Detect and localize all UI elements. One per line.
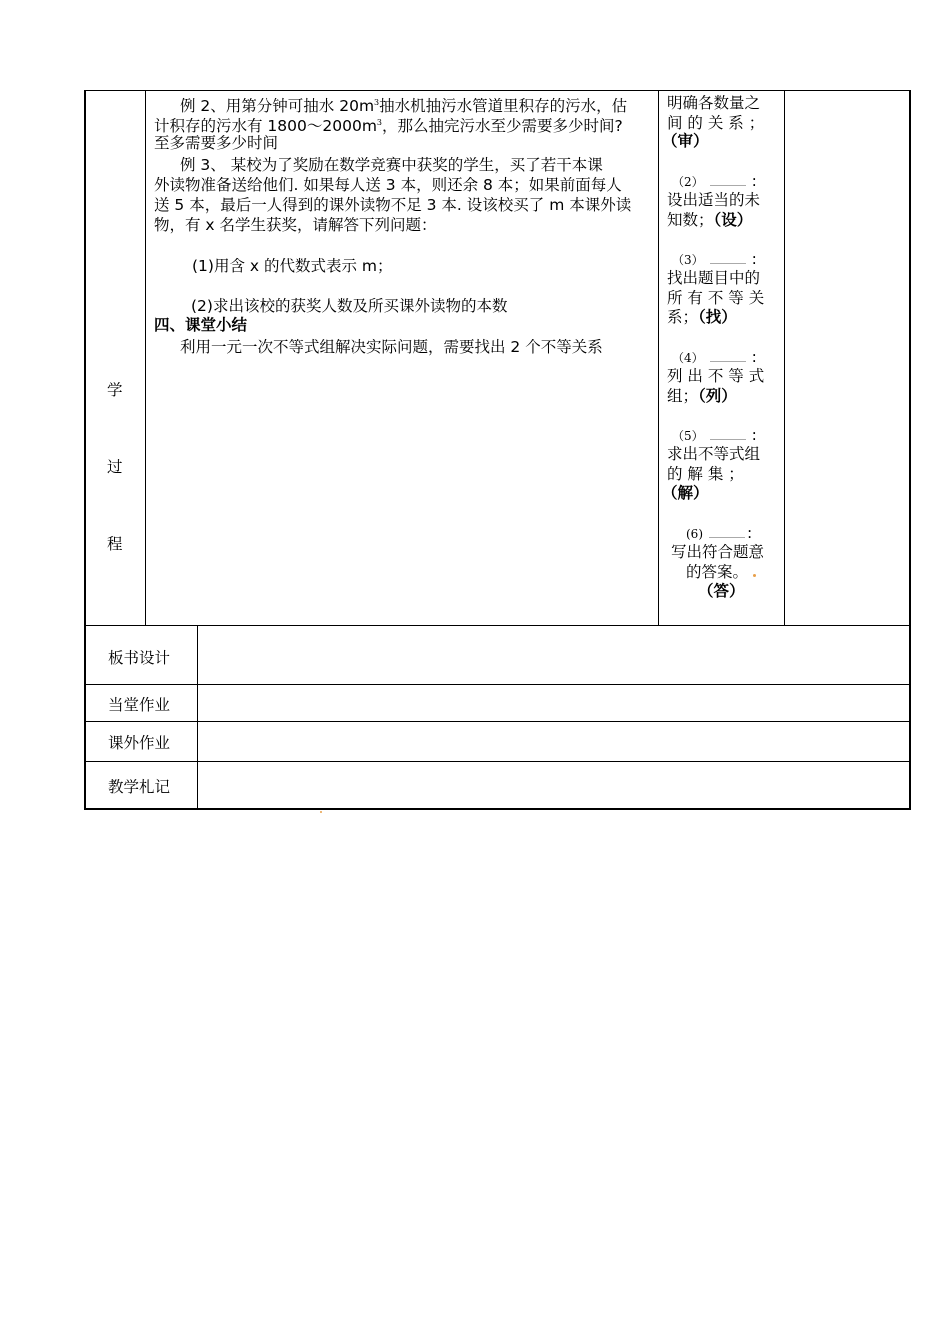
col-divider-3 [784, 90, 785, 626]
note-step5-line1: 求出不等式组 [667, 445, 761, 463]
note-step1-line2: 间 的 关 系 ； [667, 114, 765, 132]
example3-line1: 例 3、 某校为了奖励在数学竞赛中获奖的学生，买了若干本课 [180, 156, 603, 174]
decorative-dot-bottom [320, 811, 322, 813]
note-step2-line1: 设出适当的未 [667, 191, 761, 209]
example3-line4: 物，有 x 名学生获奖，请解答下列问题： [154, 216, 437, 234]
row-label-teaching-notes: 教学札记 [108, 778, 171, 796]
note-step3-line1: 找出题目中的 [667, 269, 761, 287]
note-step3-keyword: （找） [698, 308, 737, 326]
row-label-board-design: 板书设计 [108, 649, 171, 667]
note-step5-head: （5） : [672, 426, 757, 444]
note-step1-line1: 明确各数量之 [667, 94, 761, 112]
question-2: (2)求出该校的获奖人数及所买课外读物的本数 [191, 297, 508, 315]
section-4-title: 四、课堂小结 [154, 316, 248, 334]
example2-line2: 计积存的污水有 $1800\sim 2000m^3$，那么抽完污水至少需要多少时间? [154, 117, 623, 136]
row-label-extra-homework: 课外作业 [108, 734, 171, 752]
teaching-notes-cell[interactable] [198, 762, 909, 808]
question-1: (1)用含 x 的代数式表示 m； [192, 257, 393, 275]
note-step4-line1: 列 出 不 等 式 [667, 367, 765, 385]
board-design-cell[interactable] [198, 626, 909, 684]
note-step1-keyword: （审） [662, 132, 709, 150]
table-top-border [84, 90, 911, 91]
class-homework-cell[interactable] [198, 685, 909, 721]
note-step5-keyword: （解） [662, 484, 709, 502]
summary-text: 利用一元一次不等式组解决实际问题，需要找出 2 个不等关系 [180, 338, 603, 356]
note-step3-line3: 系；（找） [667, 308, 737, 326]
example2-line3: 至多需要多少时间 [154, 134, 279, 152]
col-divider-1 [145, 90, 146, 626]
note-step6-keyword: （答） [698, 582, 745, 600]
note-step3-line2: 所 有 不 等 关 [667, 289, 765, 307]
note-step6-head: (6) : [686, 524, 753, 542]
note-step4-keyword: （列） [698, 387, 737, 405]
left-label-char-2: 过 [107, 458, 123, 476]
table-right-border [909, 90, 911, 810]
note-step5-line2: 的 解 集 ； [667, 465, 744, 483]
note-step6-line1: 写出符合题意 [671, 543, 765, 561]
left-label-char-1: 学 [107, 381, 123, 399]
example2-line1: 例 2、用第分钟可抽水 $20m^3$抽水机抽污水管道里积存的污水，估 [180, 97, 628, 116]
left-label-char-3: 程 [107, 535, 123, 553]
note-step3-head: （3） : [672, 250, 757, 268]
extra-homework-cell[interactable] [198, 722, 909, 761]
note-step4-line2: 组；（列） [667, 387, 737, 405]
example3-line3: 送 5 本，最后一人得到的课外读物不足 3 本. 设该校买了 m 本课外读 [154, 196, 632, 214]
table-left-border [84, 90, 86, 810]
table-bottom-border [84, 808, 911, 810]
note-step4-head: （4） : [672, 348, 757, 366]
example3-line2: 外读物准备送给他们. 如果每人送 3 本，则还余 8 本；如果前面每人 [154, 176, 622, 194]
col-divider-2 [658, 90, 659, 626]
note-step2-keyword: （设） [713, 211, 753, 229]
row-label-class-homework: 当堂作业 [108, 696, 171, 714]
note-step2-line2: 知数；（设） [667, 211, 753, 229]
note-step6-line2: 的答案。 [686, 563, 749, 581]
note-step2-head: （2） : [672, 172, 757, 190]
decorative-dot [753, 574, 756, 577]
